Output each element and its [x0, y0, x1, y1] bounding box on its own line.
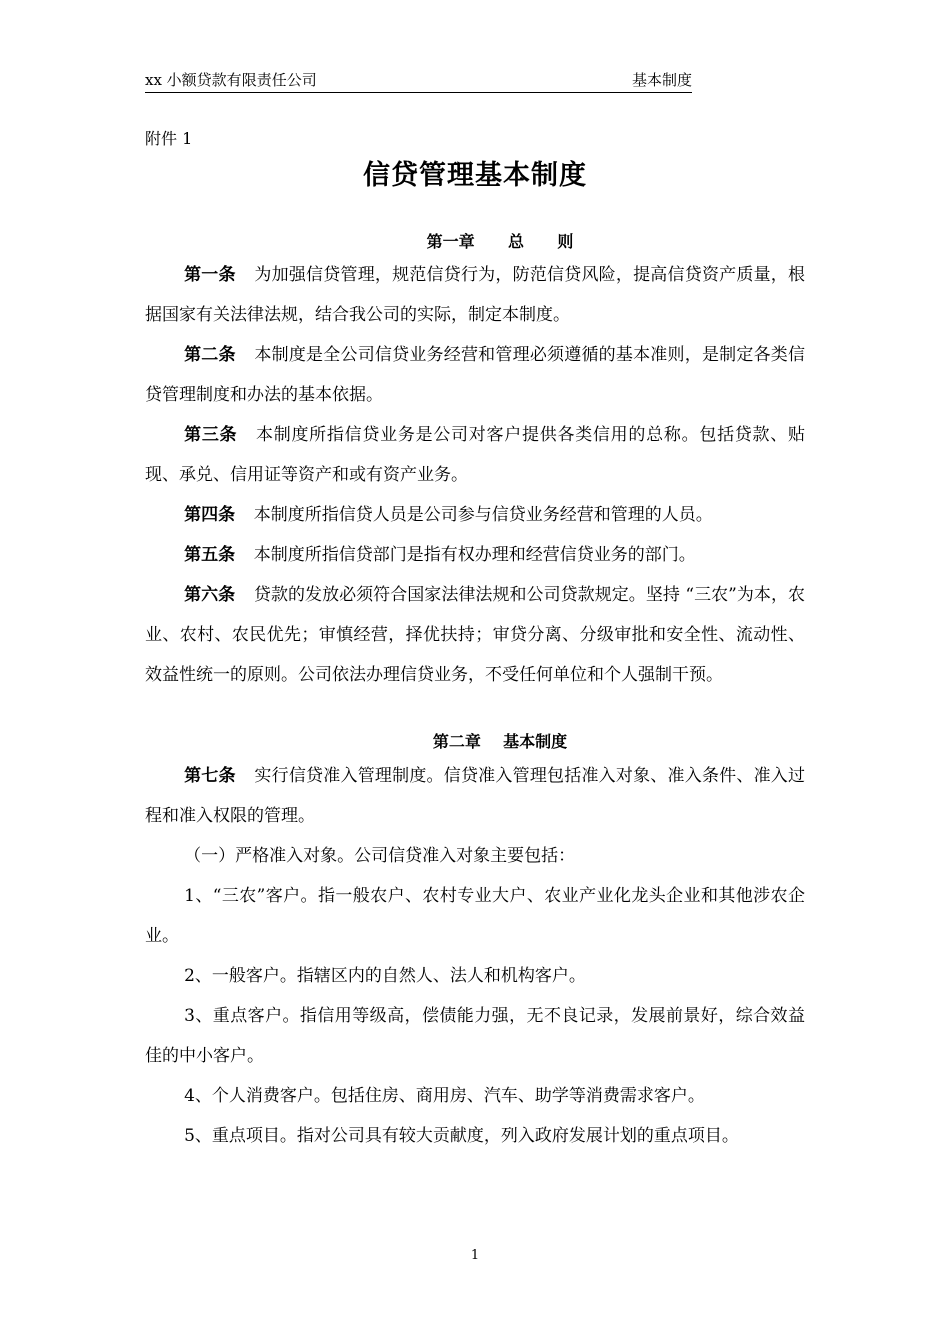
- article-4-text: 本制度所指信贷人员是公司参与信贷业务经营和管理的人员。: [253, 505, 713, 525]
- article-2-label: 第二条: [184, 345, 236, 365]
- chapter-1-heading: 第一章 总 则: [426, 232, 574, 251]
- header-doc-type: 基本制度: [631, 71, 692, 89]
- article-2-text: 本制度是全公司信贷业务经营和管理必须遵循的基本准则，是制定各类信贷管理制度和办法的基本依据。: [145, 345, 806, 405]
- attachment-label: 附件 1: [145, 129, 193, 148]
- item-3-key-client: 3、重点客户。指信用等级高，偿债能力强，无不良记录，发展前景好，综合效益佳的中小客户。: [145, 1006, 805, 1066]
- article-6: [145, 575, 805, 695]
- article-1: [145, 255, 805, 335]
- item-1-sannong: 1、“三农”客户。指一般农户、农村专业大户、农业产业化龙头企业和其他涉农企业。: [145, 886, 805, 946]
- page-header: [145, 70, 692, 93]
- item-criteria-intro: （一）严格准入对象。公司信贷准入对象主要包括：: [184, 846, 576, 866]
- article-5-text: 本制度所指信贷部门是指有权办理和经营信贷业务的部门。: [253, 545, 696, 565]
- item-5-key-project: 5、重点项目。指对公司具有较大贡献度，列入政府发展计划的重点项目。: [184, 1126, 739, 1146]
- article-7: [145, 756, 805, 836]
- article-7-label: 第七条: [184, 766, 236, 786]
- article-5: [145, 535, 805, 575]
- chapter-2-heading: 第二章 基本制度: [432, 732, 568, 751]
- article-7-text: 实行信贷准入管理制度。信贷准入管理包括准入对象、准入条件、准入过程和准入权限的管理。: [145, 766, 806, 826]
- document-title: 信贷管理基本制度: [363, 160, 587, 191]
- article-3-label: 第三条: [184, 425, 238, 445]
- article-3-text: 本制度所指信贷业务是公司对客户提供各类信用的总称。包括贷款、贴现、承兑、信用证等资产和或有资产业务。: [145, 425, 806, 485]
- article-6-label: 第六条: [184, 585, 236, 605]
- article-1-label: 第一条: [184, 265, 236, 285]
- item-4-consumer: 4、个人消费客户。包括住房、商用房、汽车、助学等消费需求客户。: [184, 1086, 705, 1106]
- article-4-label: 第四条: [184, 505, 236, 525]
- article-5-label: 第五条: [184, 545, 236, 565]
- item-2-general: 2、一般客户。指辖区内的自然人、法人和机构客户。: [184, 966, 586, 986]
- article-4: [145, 495, 805, 535]
- header-company: xx 小额贷款有限责任公司: [145, 71, 317, 89]
- article-1-text: 为加强信贷管理，规范信贷行为，防范信贷风险，提高信贷资产质量，根据国家有关法律法规，结合我公司的实际，制定本制度。: [145, 265, 806, 325]
- article-2: [145, 335, 805, 415]
- article-3: [145, 415, 805, 495]
- page-number: 1: [470, 1248, 480, 1263]
- article-6-text: 贷款的发放必须符合国家法律法规和公司贷款规定。坚持 “三农”为本，农业、农村、农民优先；审慎经营，择优扶持；审贷分离、分级审批和安全性、流动性、效益性统一的原则。公司依法办理信贷业务，不受任何单位和个人强制干预。: [145, 585, 805, 685]
